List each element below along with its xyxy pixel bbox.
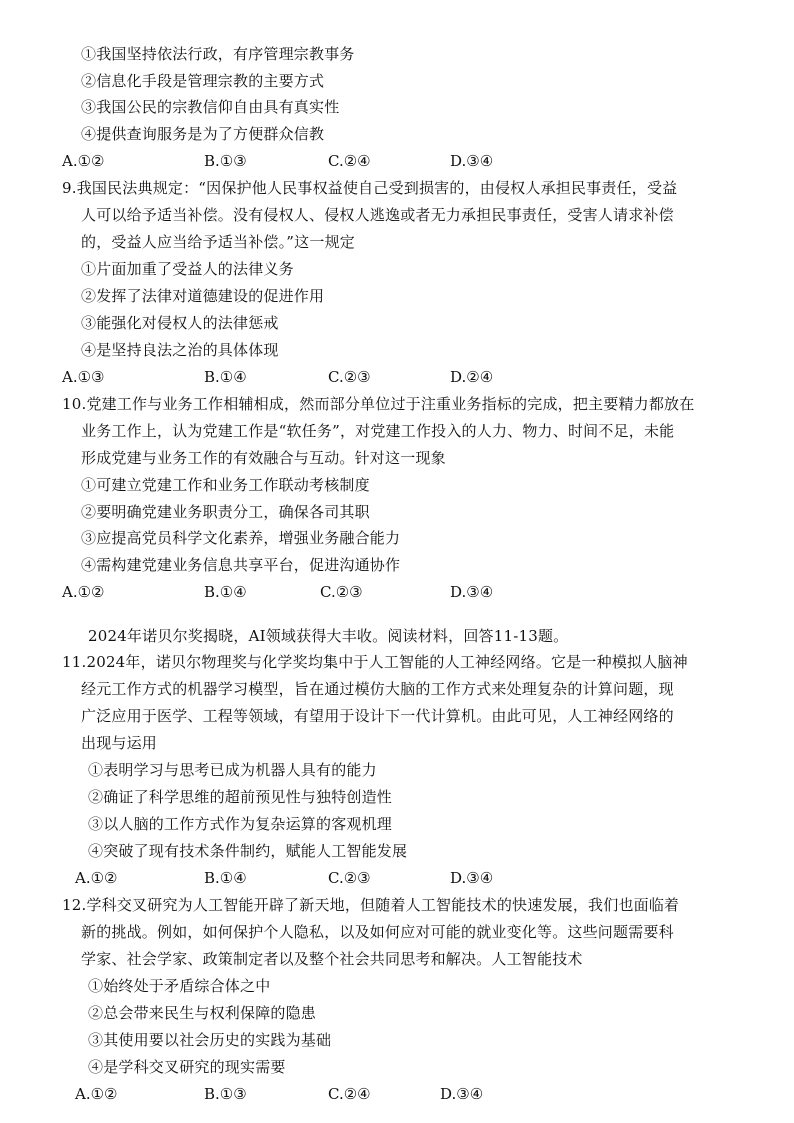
q10-option-b: B.①④ (204, 583, 247, 601)
q10-statement-4: ④需构建党建业务信息共享平台，促进沟通协作 (81, 556, 401, 574)
q11-stem-line-4: 出现与运用 (81, 734, 158, 752)
q9-statement-4: ④是坚持良法之治的具体体现 (81, 341, 279, 359)
q9-statement-3: ③能强化对侵权人的法律惩戒 (81, 314, 279, 332)
q12-stem-line-1: 12.学科交叉研究为人工智能开辟了新天地，但随着人工智能技术的快速发展，我们也面临着 (62, 896, 680, 914)
q9-statement-2: ②发挥了法律对道德建设的促进作用 (81, 287, 325, 305)
q9-option-a: A.①③ (62, 368, 105, 386)
q12-option-a: A.①② (75, 1085, 118, 1103)
q10-option-c: C.②③ (320, 583, 363, 601)
q9-stem-line-2: 人可以给予适当补偿。没有侵权人、侵权人逃逸或者无力承担民事责任，受害人请求补偿 (81, 206, 674, 224)
q12-stem-line-3: 学家、社会学家、政策制定者以及整个社会共同思考和解决。人工智能技术 (81, 950, 583, 968)
q9-statement-1: ①片面加重了受益人的法律义务 (81, 260, 294, 278)
q12-option-b: B.①③ (204, 1085, 247, 1103)
q11-option-a: A.①② (75, 869, 118, 887)
q8-option-a: A.①② (62, 152, 105, 170)
q10-option-a: A.①② (62, 583, 105, 601)
q11-option-d: D.③④ (450, 869, 494, 887)
q10-statement-3: ③应提高党员科学文化素养，增强业务融合能力 (81, 529, 401, 547)
q11-statement-3: ③以人脑的工作方式作为复杂运算的客观机理 (88, 815, 393, 833)
q10-statement-2: ②要明确党建业务职责分工，确保各司其职 (81, 503, 370, 521)
q12-statement-3: ③其使用要以社会历史的实践为基础 (88, 1031, 332, 1049)
q11-statement-2: ②确证了科学思维的超前预见性与独特创造性 (88, 788, 393, 806)
material-intro: 2024年诺贝尔奖揭晓，AI领域获得大丰收。阅读材料，回答11-13题。 (88, 627, 569, 645)
q12-statement-4: ④是学科交叉研究的现实需要 (88, 1058, 286, 1076)
q10-option-d: D.③④ (450, 583, 494, 601)
q11-option-c: C.②③ (328, 869, 371, 887)
q8-option-b: B.①③ (204, 152, 247, 170)
q8-statement-3: ③我国公民的宗教信仰自由具有真实性 (81, 98, 340, 116)
q11-statement-4: ④突破了现有技术条件制约，赋能人工智能发展 (88, 842, 408, 860)
q10-stem-line-2: 业务工作上，认为党建工作是“软任务”，对党建工作投入的人力、物力、时间不足，未能 (81, 422, 675, 440)
q10-statement-1: ①可建立党建工作和业务工作联动考核制度 (81, 476, 370, 494)
q8-statement-4: ④提供查询服务是为了方便群众信教 (81, 125, 325, 143)
q9-option-b: B.①④ (204, 368, 247, 386)
q12-option-d: D.③④ (440, 1085, 484, 1103)
q9-option-c: C.②③ (328, 368, 371, 386)
q11-stem-line-1: 11.2024年，诺贝尔物理奖与化学奖均集中于人工智能的人工神经网络。它是一种模拟人脑神 (62, 653, 688, 671)
q12-statement-2: ②总会带来民生与权利保障的隐患 (88, 1004, 317, 1022)
q9-option-d: D.②④ (450, 368, 494, 386)
q10-stem-line-1: 10.党建工作与业务工作相辅相成，然而部分单位过于注重业务指标的完成，把主要精力都放在 (62, 395, 695, 413)
q11-stem-line-2: 经元工作方式的机器学习模型，旨在通过模仿大脑的工作方式来处理复杂的计算问题，现 (81, 680, 674, 698)
q11-statement-1: ①表明学习与思考已成为机器人具有的能力 (88, 761, 377, 779)
q12-option-c: C.②④ (328, 1085, 371, 1103)
q11-stem-line-3: 广泛应用于医学、工程等领域，有望用于设计下一代计算机。由此可见，人工神经网络的 (81, 707, 674, 725)
q8-statement-1: ①我国坚持依法行政，有序管理宗教事务 (81, 45, 355, 63)
q8-option-c: C.②④ (328, 152, 371, 170)
q9-stem-line-1: 9.我国民法典规定：“因保护他人民事权益使自己受到损害的，由侵权人承担民事责任，受益 (62, 179, 678, 197)
q12-stem-line-2: 新的挑战。例如，如何保护个人隐私，以及如何应对可能的就业变化等。这些问题需要科 (81, 923, 674, 941)
q8-statement-2: ②信息化手段是管理宗教的主要方式 (81, 72, 325, 90)
q10-stem-line-3: 形成党建与业务工作的有效融合与互动。针对这一现象 (81, 449, 446, 467)
q12-statement-1: ①始终处于矛盾综合体之中 (88, 977, 271, 995)
q8-option-d: D.③④ (450, 152, 494, 170)
q11-option-b: B.①④ (204, 869, 247, 887)
q9-stem-line-3: 的，受益人应当给予适当补偿。”这一规定 (81, 233, 355, 251)
